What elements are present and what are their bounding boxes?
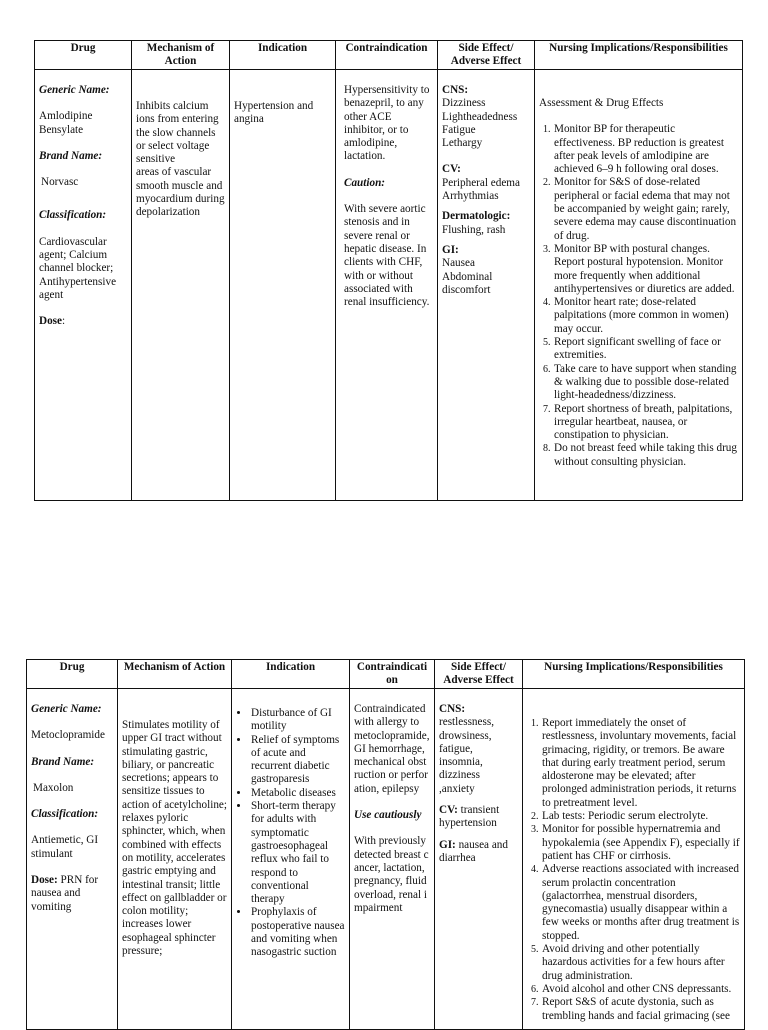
caution-label: Use cautiously: [354, 809, 422, 822]
classification: Antiemetic, GI stimulant: [31, 834, 99, 860]
indication-item: • Metabolic diseases: [250, 787, 345, 800]
header-indication: Indication: [230, 41, 336, 70]
generic-name-label: Generic Name:: [39, 84, 110, 96]
indication-item: • Relief of symptoms of acute and recurrent diabetic gastroparesis: [250, 734, 345, 787]
nursing-cell: [523, 689, 745, 1030]
nursing-list: [539, 123, 738, 469]
side-effect-cell: [438, 70, 535, 501]
header-contraindication: Contraindicati on: [350, 660, 435, 689]
contraindication-cell: [350, 689, 435, 1030]
classification-label: Classification:: [39, 209, 107, 222]
side-effect-items-gi: nausea and diarrhea: [439, 838, 508, 864]
drug-cell: [35, 70, 132, 501]
classification: Cardiovascular agent; Calcium channel blocker; Antihypertensive agent: [39, 235, 117, 301]
indication-cell: [232, 689, 350, 1030]
header-drug: Drug: [27, 660, 118, 689]
side-effect-gi: [439, 839, 518, 866]
generic-name-label: Generic Name:: [31, 703, 102, 715]
header-side-effect: Side Effect/ Adverse Effect: [438, 41, 535, 70]
caution-text: With severe aortic stenosis and in severe renal or hepatic disease. In clients with CHF, with or without associated with renal insufficiency.: [344, 203, 430, 309]
dose-line: [39, 315, 127, 328]
header-nursing: Nursing Implications/Responsibilities: [523, 660, 745, 689]
nursing-item: 4. Monitor heart rate; dose-related palpitations (more common in women) may occur.: [553, 296, 738, 336]
indication-text: Hypertension and angina: [234, 100, 314, 126]
nursing-item: 3. Monitor BP with postural changes. Report postural hypotension. Monitor more frequently when additional antihypertensives or diuretics are added.: [553, 243, 738, 296]
side-effect-label-gi: GI:: [439, 838, 456, 851]
header-side-effect: Side Effect/ Adverse Effect: [435, 660, 523, 689]
side-effect-cv: [439, 804, 518, 831]
nursing-item: 5. Report significant swelling of face or extremities.: [553, 336, 738, 363]
header-mechanism: Mechanism of Action: [132, 41, 230, 70]
side-effect-items-cv: transient hypertension: [439, 804, 500, 830]
side-effect-label-cv: CV:: [439, 804, 458, 817]
nursing-item: 5. Avoid driving and other potentially hazardous activities for a few hours after drug administration.: [541, 943, 740, 983]
mechanism-cell: [118, 689, 232, 1030]
side-effect-items-gi: Nausea Abdominal discomfort: [442, 257, 493, 296]
header-indication: Indication: [232, 660, 350, 689]
drug-table-metoclopramide: [26, 659, 745, 1030]
drug-table-amlodipine: [34, 40, 743, 501]
indication-item: • Disturbance of GI motility: [250, 707, 345, 734]
brand-name-label: Brand Name:: [31, 755, 95, 768]
caution-label: Caution:: [344, 176, 386, 189]
nursing-intro: Assessment & Drug Effects: [539, 97, 664, 109]
classification-label: Classification:: [31, 808, 99, 821]
nursing-item: 4. Adverse reactions associated with increased serum prolactin concentration (galactorrhea, menstrual disorders, gynecomastia) usually disappear within a few weeks or months after drug treatment is stopped.: [541, 863, 740, 943]
dose-label: Dose:: [31, 874, 58, 887]
nursing-item: 1. Report immediately the onset of restlessness, involuntary movements, facial grimacing, rigidity, or tremors. Be aware that during early treatment period, serum aldosterone may be elevated; after prolonged administration periods, it returns to pretreatment level.: [541, 717, 740, 810]
header-mechanism: Mechanism of Action: [118, 660, 232, 689]
nursing-item: 3. Monitor for possible hypernatremia and hypokalemia (see Appendix F), especially if patient has CHF or cirrhosis.: [541, 823, 740, 863]
nursing-item: 2. Monitor for S&S of dose-related peripheral or facial edema that may not be accompanied by weight gain; rarely, severe edema may cause discontinuation of drug.: [553, 176, 738, 242]
header-row: [35, 41, 743, 70]
generic-name: Amlodipine Bensylate: [39, 110, 93, 136]
contraindication-text: Contraindicated with allergy to metoclopramide, GI hemorrhage, mechanical obstruction or perforation, epilepsy: [354, 703, 430, 795]
nursing-item: 6. Avoid alcohol and other CNS depressants.: [541, 983, 740, 996]
generic-name: Metoclopramide: [31, 729, 105, 742]
nursing-item: 6. Take care to have support when standing & walking due to possible dose-related light-headedness/dizziness.: [553, 363, 738, 403]
side-effect-cell: [435, 689, 523, 1030]
indication-cell: [230, 70, 336, 501]
contraindication-cell: [336, 70, 438, 501]
indication-item: • Prophylaxis of postoperative nausea and vomiting when nasogastric suction: [250, 906, 345, 959]
caution-text: With previously detected breast cancer, lactation, pregnancy, fluid overload, renal impairment: [354, 835, 429, 914]
contraindication-text: Hypersensitivity to benazepril, to any other ACE inhibitor, or to amlodipine, lactation.: [344, 84, 430, 163]
header-drug: Drug: [35, 41, 132, 70]
header-row: [27, 660, 745, 689]
nursing-item: 8. Do not breast feed while taking this drug without consulting physician.: [553, 442, 738, 469]
side-effect-items-cns: restlessness, drowsiness, fatigue, insomnia, dizziness ,anxiety: [439, 716, 494, 795]
nursing-list: [527, 717, 740, 1023]
nursing-item: 7. Report shortness of breath, palpitations, irregular heartbeat, nausea, or constipation to physician.: [553, 403, 738, 443]
dose-suffix: :: [62, 315, 66, 328]
side-effect-items-derm: Flushing, rash: [442, 223, 506, 236]
mechanism-text: Stimulates motility of upper GI tract without stimulating gastric, biliary, or pancreatic secretions; appears to sensitize tissues to action of acetylcholine; relaxes pyloric sphincter, which, when combined with effects on motility, accelerates gastric emptying and intestinal transit; little effect on gallbladder or colon motility; increases lower esophageal sphincter pressure;: [122, 719, 227, 958]
drug-cell: [27, 689, 118, 1030]
mechanism-text: Inhibits calcium ions from entering the slow channels or select voltage sensitive areas of vascular smooth muscle and myocardium during depolarization: [136, 100, 225, 219]
brand-name: Maxolon: [33, 781, 74, 794]
indication-list: [236, 707, 345, 960]
nursing-item: 1. Monitor BP for therapeutic effectiveness. BP reduction is greatest after peak levels of amlodipine are achieved 6–9 h following oral doses.: [553, 123, 738, 176]
side-effect-label-gi: GI:: [442, 243, 459, 256]
indication-item: • Short-term therapy for adults with symptomatic gastroesophageal reflux who fail to respond to conventional therapy: [250, 800, 345, 906]
side-effect-items-cv: Peripheral edema Arrhythmias: [442, 176, 520, 203]
brand-name: Norvasc: [41, 176, 79, 189]
side-effect-label-derm: Dermatologic:: [442, 210, 511, 223]
header-nursing: Nursing Implications/Responsibilities: [535, 41, 743, 70]
side-effect-label-cns: CNS:: [439, 703, 466, 715]
nursing-item: 7. Report S&S of acute dystonia, such as trembling hands and facial grimacing (see: [541, 996, 740, 1023]
drug-row: [27, 689, 745, 1030]
side-effect-items-cns: Dizziness Lightheadedness Fatigue Lethargy: [442, 97, 518, 150]
nursing-item: 2. Lab tests: Periodic serum electrolyte.: [541, 810, 740, 823]
nursing-cell: [535, 70, 743, 501]
dose-label: Dose: [39, 315, 62, 328]
dose-text: PRN for nausea and vomiting: [31, 874, 99, 913]
side-effect-label-cv: CV:: [442, 163, 461, 176]
drug-row: [35, 70, 743, 501]
mechanism-cell: [132, 70, 230, 501]
side-effect-label-cns: CNS:: [442, 84, 469, 96]
dose-line: [31, 874, 113, 914]
brand-name-label: Brand Name:: [39, 149, 103, 162]
side-effect-cns: [439, 703, 518, 796]
header-contraindication: Contraindication: [336, 41, 438, 70]
